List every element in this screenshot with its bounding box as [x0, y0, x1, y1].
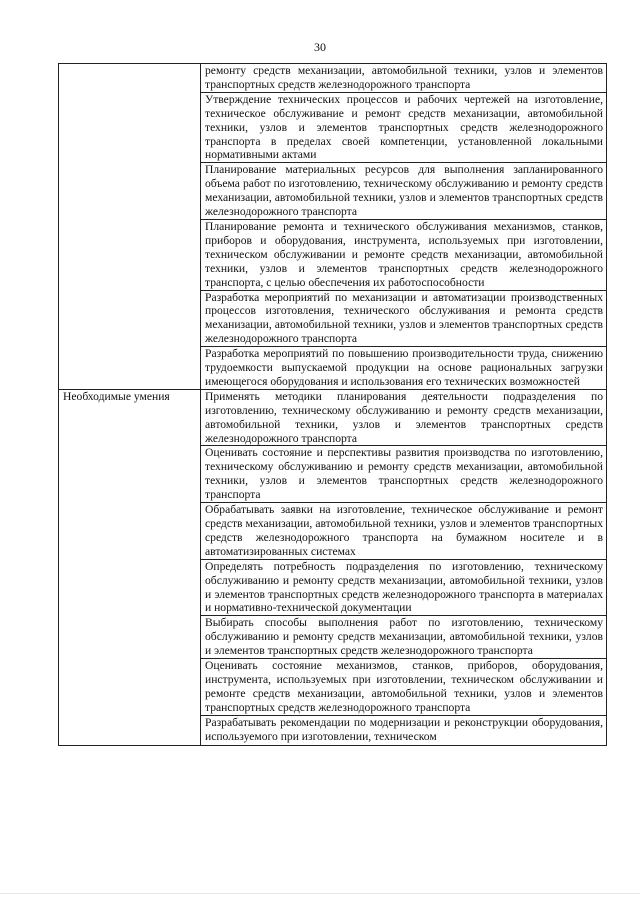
row-text-cell: Применять методики планирования деятельности подразделения по изготовлению, техническому обслуживанию и ремонту средств механизации, автомобильной техники, узлов и элементов транспортных средств железнодорожного транспорта — [201, 389, 607, 446]
row-text-cell: Планирование ремонта и технического обслуживания механизмов, станков, приборов и оборудования, инструмента, используемых при изготовлении, техническом обслуживании и ремонте средств механизации, автомобильной техники, узлов и элементов транспортных средств железнодорожного транспорта, с целью обеспечения их работоспособности — [201, 219, 607, 290]
requirements-table — [58, 63, 607, 746]
row-text-cell: Оценивать состояние и перспективы развития производства по изготовлению, техническому обслуживанию и ремонту средств механизации, автомобильной техники, узлов и элементов транспортных средств железнодорожного транспорта — [201, 446, 607, 503]
row-text-cell: Утверждение технических процессов и рабочих чертежей на изготовление, техническое обслуживание и ремонт средств механизации, автомобильной техники, узлов и элементов транспортных средств железнодорожного транспорта в пределах своей компетенции, установленной локальными нормативными актами — [201, 92, 607, 163]
row-text-cell: Оценивать состояние механизмов, станков, приборов, оборудования, инструмента, используемых при изготовлении, техническом обслуживании и ремонте средств механизации, автомобильной техники, узлов и элементов транспортных средств железнодорожного транспорта — [201, 659, 607, 716]
row-text-cell: ремонту средств механизации, автомобильной техники, узлов и элементов транспортных средств железнодорожного транспорта — [201, 64, 607, 93]
row-text-cell: Выбирать способы выполнения работ по изготовлению, техническому обслуживанию и ремонту средств механизации, автомобильной техники, узлов и элементов транспортных средств железнодорожного транспорта — [201, 616, 607, 659]
row-label-cell — [59, 64, 201, 390]
row-text-cell: Определять потребность подразделения по изготовлению, техническому обслуживанию и ремонту средств механизации, автомобильной техники, узлов и элементов транспортных средств железнодорожного транспорта в материалах и нормативно-технической документации — [201, 559, 607, 616]
page-number: 30 — [314, 40, 326, 54]
table-body — [59, 64, 607, 746]
table-row — [59, 389, 607, 446]
row-text-cell: Разработка мероприятий по механизации и автоматизации производственных процессов изготовления, технического обслуживания и ремонта средств механизации, автомобильной техники, узлов и элементов транспортных средств железнодорожного транспорта — [201, 290, 607, 347]
row-text-cell: Планирование материальных ресурсов для выполнения запланированного объема работ по изготовлению, техническому обслуживанию и ремонту средств механизации, автомобильной техники, узлов и элементов транспортных средств железнодорожного транспорта — [201, 163, 607, 220]
row-text-cell: Разработка мероприятий по повышению производительности труда, снижению трудоемкости выпускаемой продукции на основе рациональных загрузки имеющегося оборудования и использования его технических возможностей — [201, 347, 607, 390]
scan-edge-line — [0, 893, 640, 894]
row-text-cell: Разрабатывать рекомендации по модернизации и реконструкции оборудования, используемого при изготовлении, техническом — [201, 715, 607, 745]
row-text-cell: Обрабатывать заявки на изготовление, техническое обслуживание и ремонт средств механизации, автомобильной техники, узлов и элементов транспортных средств железнодорожного транспорта на бумажном носителе и в автоматизированных системах — [201, 503, 607, 560]
section-label-necessary-skills: Необходимые умения — [59, 389, 201, 745]
table-row — [59, 64, 607, 93]
